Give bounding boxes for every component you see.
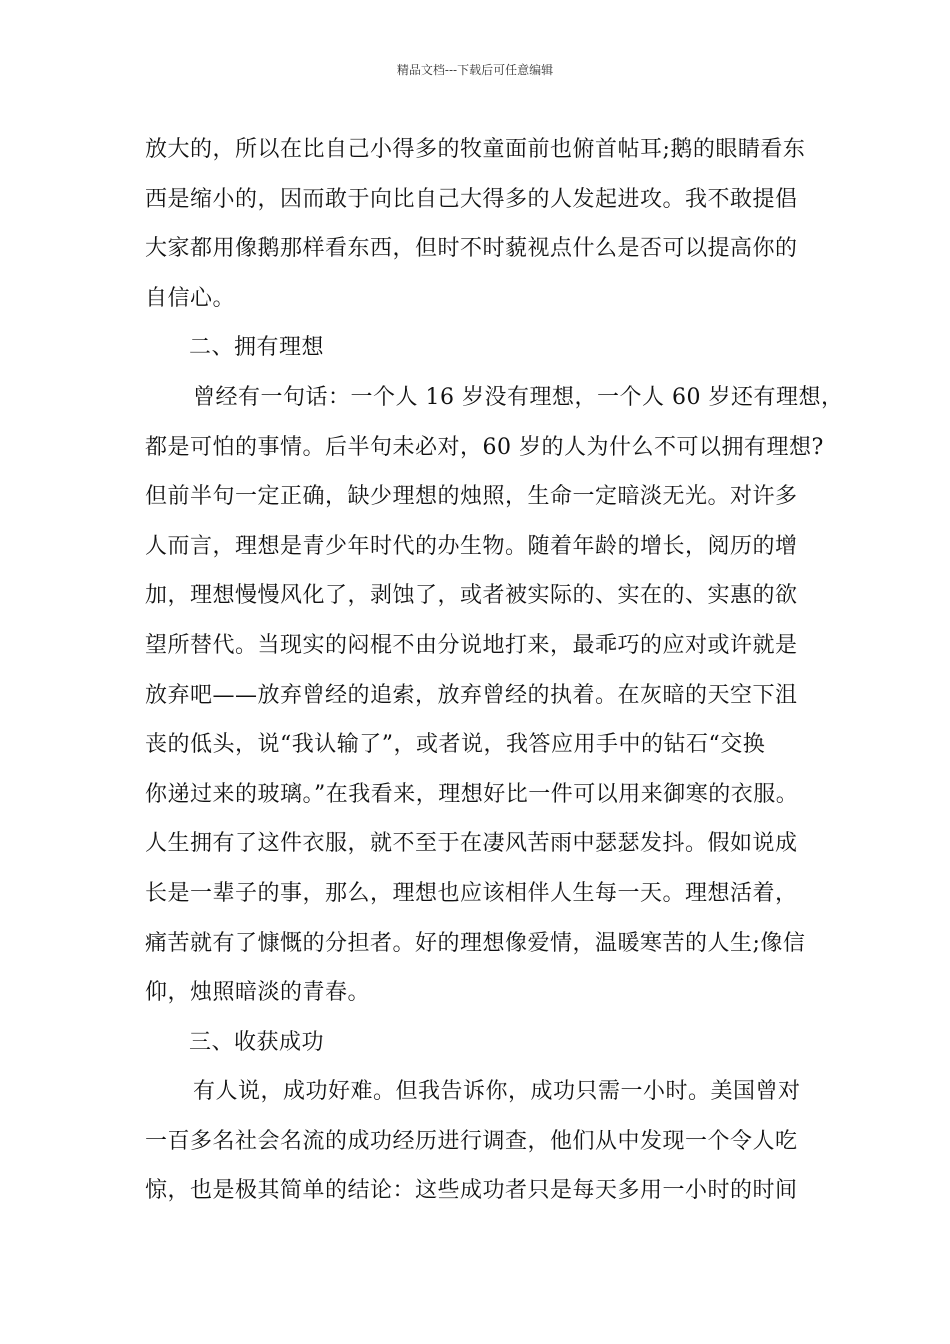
text-line: 人而言，理想是青少年时代的办生物。随着年龄的增长，阅历的增: [145, 533, 798, 559]
text-line: 曾经有一句话：一个人 16 岁没有理想，一个人 60 岁还有理想，: [193, 384, 844, 410]
text-line: 人生拥有了这件衣服，就不至于在凄风苦雨中瑟瑟发抖。假如说成: [145, 831, 798, 857]
text-line: 有人说，成功好难。但我告诉你，成功只需一小时。美国曾对: [193, 1079, 801, 1105]
text-line: 惊，也是极其简单的结论：这些成功者只是每天多用一小时的时间: [145, 1178, 798, 1204]
text-line: 但前半句一定正确，缺少理想的烛照，生命一定暗淡无光。对许多: [145, 484, 798, 510]
section-heading: 二、拥有理想: [189, 335, 325, 361]
text-line: 放大的，所以在比自己小得多的牧童面前也俯首帖耳;鹅的眼睛看东: [145, 137, 806, 162]
page-header: 精品文档---下载后可任意编辑: [396, 63, 554, 77]
text-line: 长是一辈子的事，那么，理想也应该相伴人生每一天。理想活着，: [145, 880, 798, 906]
text-line: 都是可怕的事情。后半句未必对，60 岁的人为什么不可以拥有理想?: [145, 434, 824, 460]
section-heading: 三、收获成功: [189, 1029, 325, 1055]
text-line: 一百多名社会名流的成功经历进行调查，他们从中发现一个令人吃: [145, 1128, 798, 1154]
text-line: 痛苦就有了慷慨的分担者。好的理想像爱情，温暖寒苦的人生;像信: [145, 930, 806, 956]
text-line: 加，理想慢慢风化了，剥蚀了，或者被实际的、实在的、实惠的欲: [145, 583, 798, 609]
text-line: 西是缩小的，因而敢于向比自己大得多的人发起进攻。我不敢提倡: [145, 186, 798, 212]
document-body: [145, 125, 844, 1216]
text-line: 放弃吧——放弃曾经的追索，放弃曾经的执着。在灰暗的天空下沮: [145, 682, 798, 708]
text-line: 望所替代。当现实的闷棍不由分说地打来，最乖巧的应对或许就是: [145, 632, 798, 658]
text-line: 自信心。: [145, 285, 236, 311]
text-line: 你递过来的玻璃。”在我看来，理想好比一件可以用来御寒的衣服。: [145, 781, 799, 807]
text-line: 大家都用像鹅那样看东西，但时不时藐视点什么是否可以提高你的: [145, 236, 798, 262]
text-line: 丧的低头，说“我认输了”，或者说，我答应用手中的钻石“交换: [145, 732, 766, 758]
text-line: 仰，烛照暗淡的青春。: [145, 980, 371, 1006]
